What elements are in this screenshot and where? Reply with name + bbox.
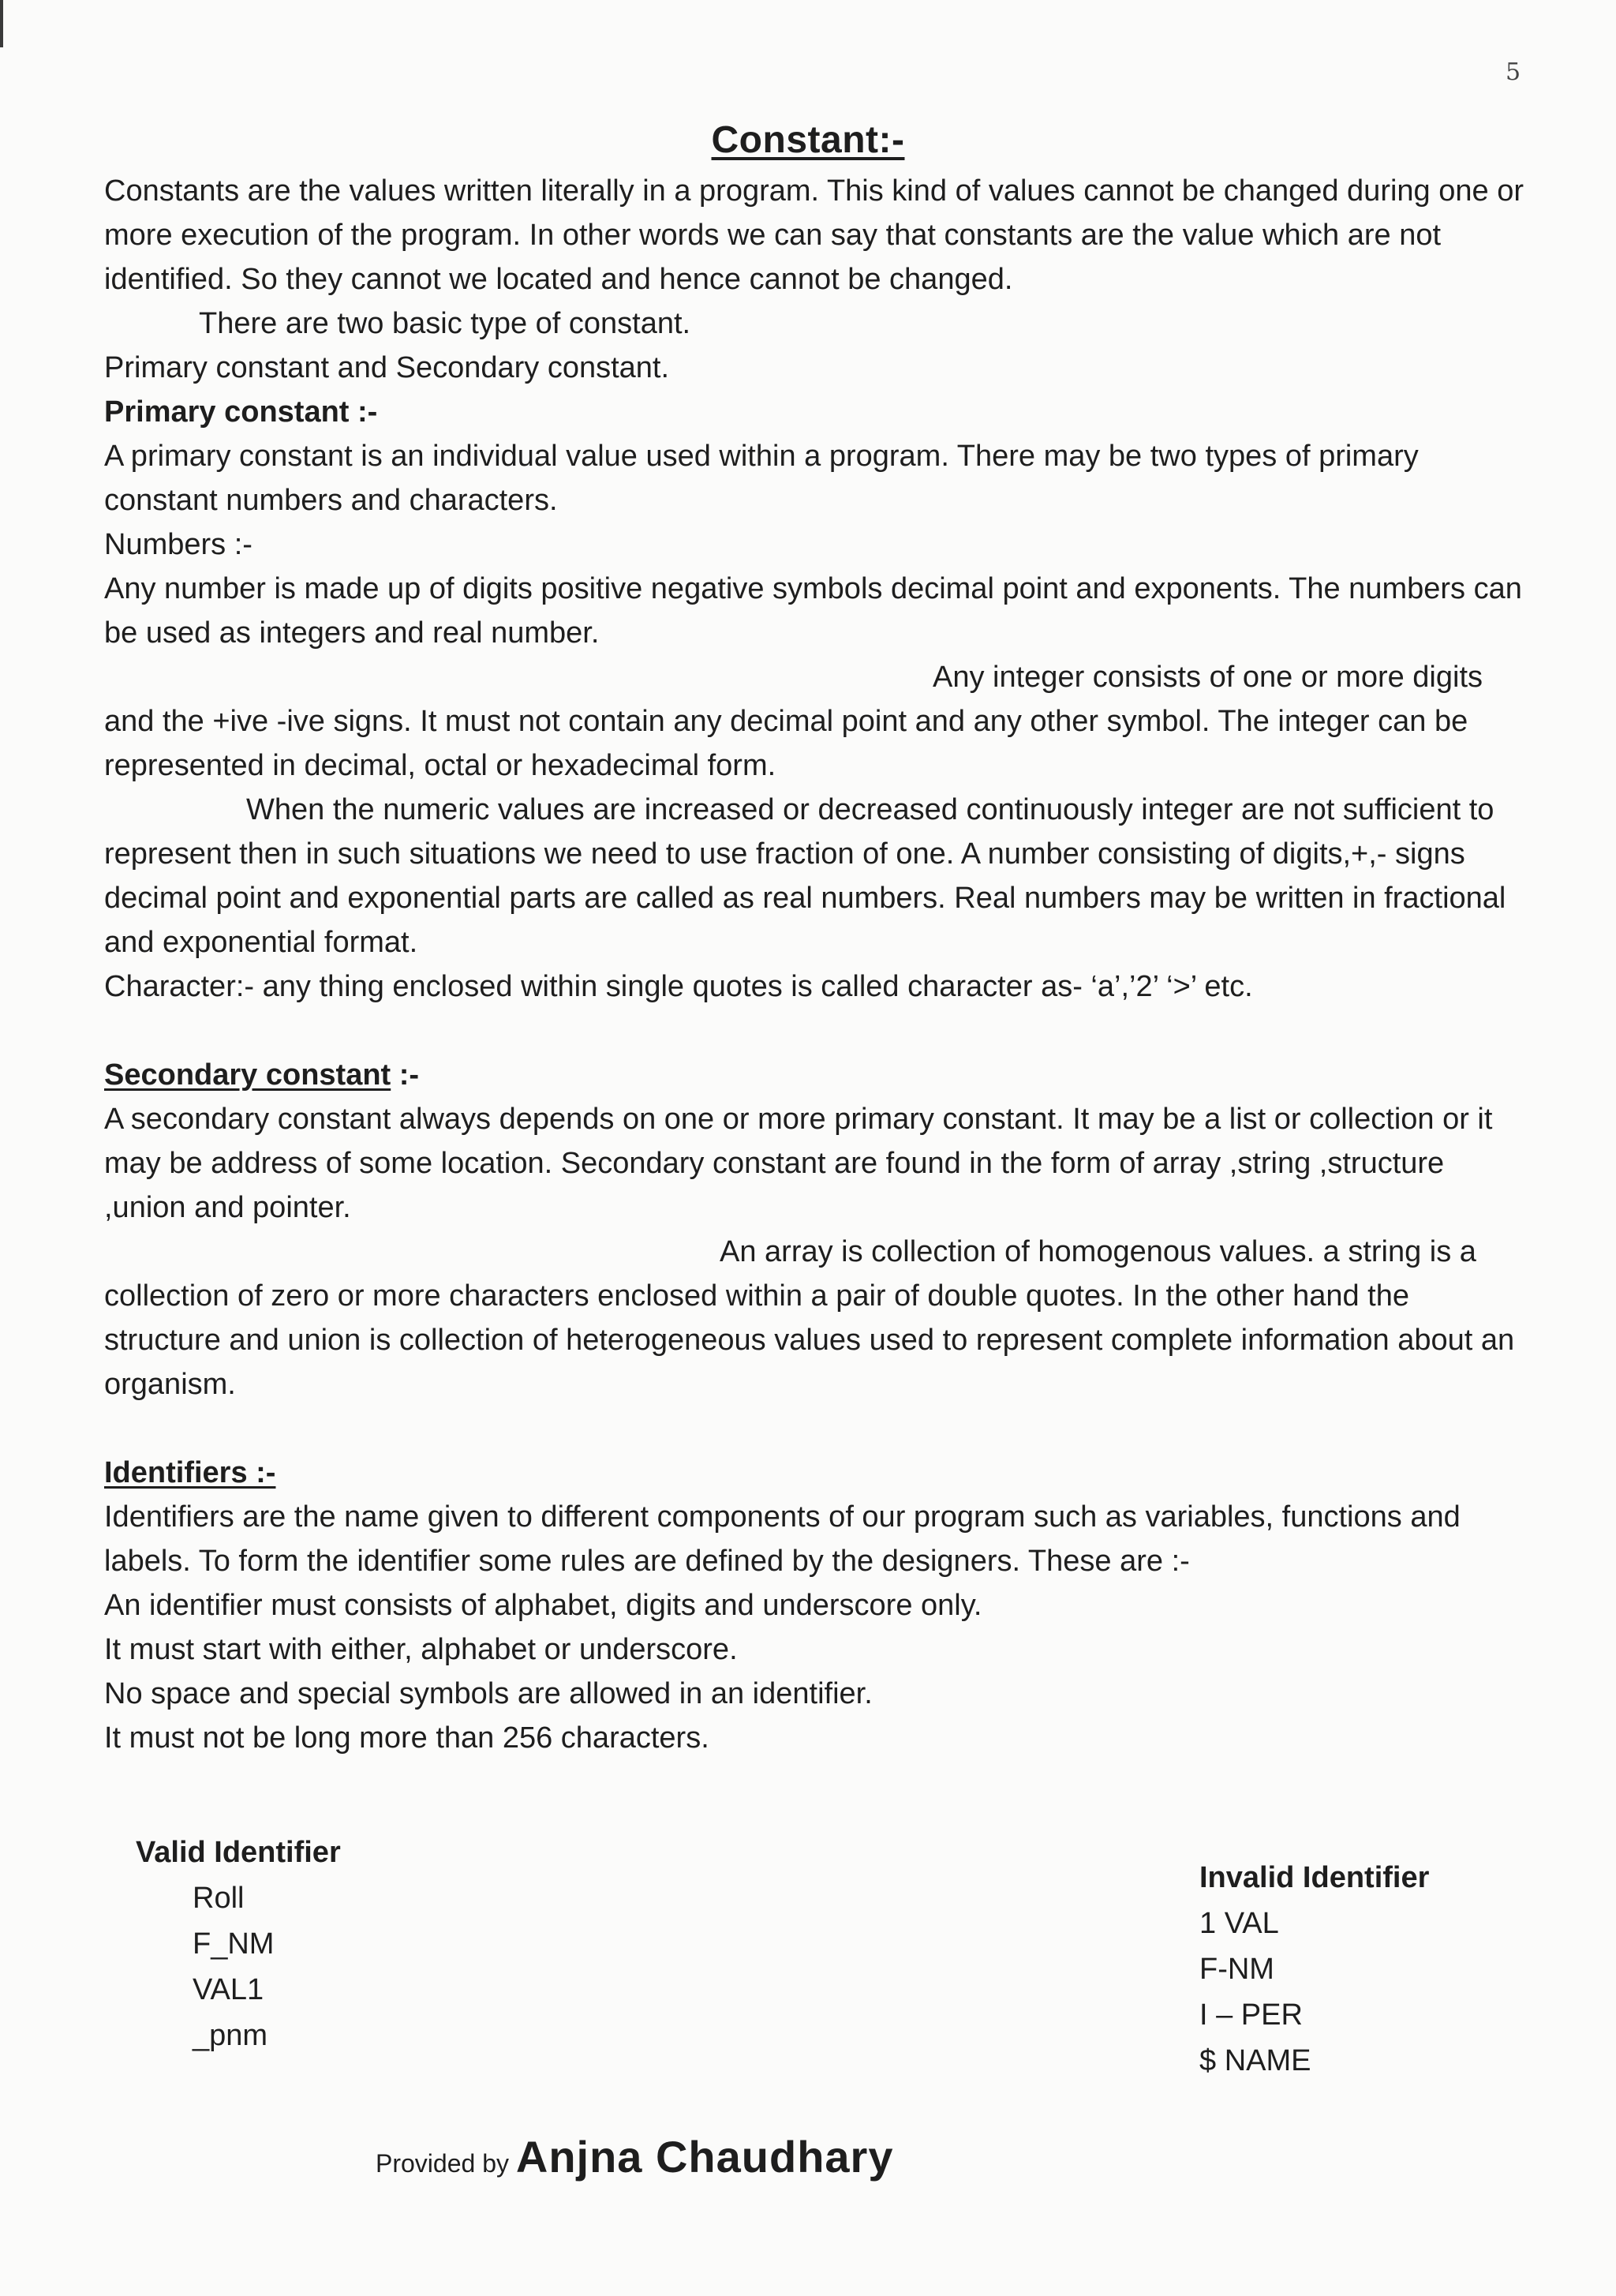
- invalid-identifier-item: 1 VAL: [1199, 1907, 1279, 1940]
- valid-identifier-item: VAL1: [193, 1973, 264, 2006]
- page-title: Constant:-: [711, 119, 905, 161]
- scan-edge-mark: [0, 0, 3, 47]
- constant-types-intro: There are two basic type of constant.: [199, 307, 691, 340]
- primary-constant-paragraph: A primary constant is an individual value used within a program. There may be two types of primary constant numbers and characters.: [104, 440, 1419, 517]
- invalid-identifier-item: I – PER: [1199, 1998, 1303, 2032]
- character-paragraph: Character:- any thing enclosed within single quotes is called character as- ‘a’,’2’ ‘>’ etc.: [104, 970, 1253, 1003]
- constant-definition-paragraph: Constants are the values written literally in a program. This kind of values cannot be changed during one or more execution of the program. In other words we can say that constants are the value which are not identified. So they cannot we located and hence cannot be changed.: [104, 174, 1524, 296]
- secondary-constant-paragraph: A secondary constant always depends on one or more primary constant. It may be a list or collection or it may be address of some location. Secondary constant are found in the form of array ,string ,structure ,union and pointer.: [104, 1103, 1493, 1224]
- valid-identifier-heading: Valid Identifier: [136, 1836, 341, 1869]
- identifier-rule: No space and special symbols are allowed in an identifier.: [104, 1677, 873, 1710]
- footer-credit: [376, 2131, 894, 2182]
- valid-identifier-item: Roll: [193, 1882, 245, 1915]
- real-number-paragraph: When the numeric values are increased or decreased continuously integer are not sufficient to represent then in such situations we need to use fraction of one. A number consisting of digits,+,- signs decimal point and exponential parts are called as real numbers. Real numbers may be written in fractional and exponential format.: [104, 793, 1506, 959]
- identifiers-heading-line: [104, 1451, 1524, 1495]
- identifiers-heading: Identifiers :-: [104, 1456, 276, 1489]
- section-spacer: [104, 1009, 1524, 1053]
- valid-identifier-list: [136, 1830, 341, 2058]
- page-number: 5: [1506, 58, 1521, 86]
- array-string-paragraph: An array is collection of homogenous values. a string is a collection of zero or more characters enclosed within a pair of double quotes. In the other hand the structure and union is collection of heterogeneous values used to represent complete information about an organism.: [104, 1235, 1515, 1401]
- identifier-rule: It must not be long more than 256 characters.: [104, 1721, 709, 1755]
- integer-paragraph: Any integer consists of one or more digits and the +ive -ive signs. It must not contain any decimal point and any other symbol. The integer can be represented in decimal, octal or hexadecimal form.: [104, 661, 1483, 782]
- section-spacer: [104, 1406, 1524, 1451]
- identifier-rule: An identifier must consists of alphabet, digits and underscore only.: [104, 1589, 982, 1622]
- secondary-heading-suffix: :-: [391, 1058, 420, 1092]
- invalid-identifier-list: [1199, 1855, 1429, 2084]
- invalid-identifier-heading: Invalid Identifier: [1199, 1861, 1430, 1894]
- constant-types-list: Primary constant and Secondary constant.: [104, 351, 670, 384]
- invalid-identifier-item: F-NM: [1199, 1953, 1274, 1986]
- secondary-constant-heading-line: [104, 1053, 1524, 1097]
- valid-identifier-item: _pnm: [193, 2019, 268, 2052]
- primary-constant-heading: Primary constant :-: [104, 395, 378, 429]
- author-name: Anjna Chaudhary: [515, 2132, 894, 2182]
- main-content: [104, 169, 1524, 1760]
- secondary-constant-heading: Secondary constant: [104, 1058, 391, 1092]
- numbers-heading: Numbers :-: [104, 528, 252, 561]
- identifiers-intro-paragraph: Identifiers are the name given to different components of our program such as variables, functions and labels. To form the identifier some rules are defined by the designers. These are :-: [104, 1500, 1461, 1578]
- valid-identifier-item: F_NM: [193, 1927, 275, 1961]
- provided-by-label: Provided by: [376, 2149, 509, 2178]
- numbers-paragraph: Any number is made up of digits positive negative symbols decimal point and exponents. The numbers can be used as integers and real number.: [104, 572, 1522, 650]
- invalid-identifier-item: $ NAME: [1199, 2044, 1311, 2077]
- identifier-rule: It must start with either, alphabet or underscore.: [104, 1633, 738, 1666]
